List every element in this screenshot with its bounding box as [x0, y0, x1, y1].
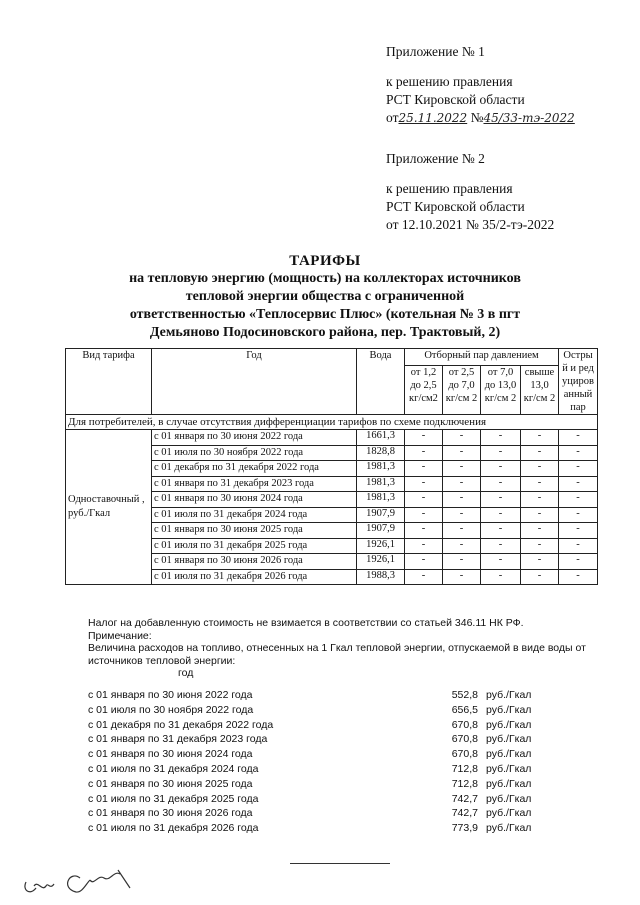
- empty-value-cell: -: [481, 461, 521, 477]
- fuel-list-item: [88, 703, 548, 718]
- fuel-value: 670,8: [451, 718, 478, 731]
- empty-value-cell: -: [443, 430, 481, 446]
- fuel-list-item: [88, 792, 548, 807]
- empty-value-cell: -: [481, 430, 521, 446]
- fuel-list-item: [88, 762, 548, 777]
- header-pressure-4: свыше 13,0 кг/см 2: [521, 366, 559, 415]
- empty-value-cell: -: [443, 569, 481, 585]
- fuel-cost-list: [88, 688, 548, 836]
- fuel-value: 712,8: [451, 762, 478, 775]
- empty-value-cell: -: [559, 476, 598, 492]
- period-cell: с 01 января по 30 июня 2024 года: [152, 492, 357, 508]
- fuel-period: с 01 января по 30 июня 2024 года: [88, 748, 253, 761]
- appendix-2-block: [386, 150, 554, 234]
- empty-value-cell: -: [559, 569, 598, 585]
- empty-value-cell: -: [521, 445, 559, 461]
- empty-value-cell: -: [559, 492, 598, 508]
- fuel-period: с 01 июля по 31 декабря 2026 года: [88, 822, 259, 835]
- empty-value-cell: -: [559, 538, 598, 554]
- empty-value-cell: -: [405, 445, 443, 461]
- empty-value-cell: -: [443, 538, 481, 554]
- fuel-value: 773,9: [451, 822, 478, 835]
- fuel-period: с 01 января по 31 декабря 2023 года: [88, 733, 268, 746]
- title-line2: тепловой энергии общества с ограниченной: [185, 289, 465, 304]
- tariff-category: Одноставочный , руб./Гкал: [66, 430, 152, 585]
- year-label: год: [178, 667, 194, 679]
- water-value-cell: 1988,3: [357, 569, 405, 585]
- fuel-value: 712,8: [451, 777, 478, 790]
- fuel-unit: руб./Гкал: [486, 822, 532, 835]
- fuel-period: с 01 июля по 31 декабря 2024 года: [88, 762, 259, 775]
- period-cell: с 01 июля по 31 декабря 2024 года: [152, 507, 357, 523]
- fuel-value: 552,8: [451, 689, 478, 701]
- fuel-unit: руб./Гкал: [486, 762, 532, 775]
- appendix-2-line1: к решению правления: [386, 181, 513, 196]
- water-value-cell: 1926,1: [357, 538, 405, 554]
- empty-value-cell: -: [443, 523, 481, 539]
- fuel-list-item: [88, 747, 548, 762]
- empty-value-cell: -: [481, 538, 521, 554]
- appendix-1-line2: РСТ Кировской области: [386, 92, 525, 107]
- period-cell: с 01 декабря по 31 декабря 2022 года: [152, 461, 357, 477]
- empty-value-cell: -: [521, 476, 559, 492]
- title-line3: ответственностью «Теплосервис Плюс» (котельная № 3 в пгт: [129, 307, 521, 322]
- fuel-period: с 01 июля по 30 ноября 2022 года: [88, 703, 254, 716]
- fuel-value: 742,7: [451, 807, 478, 820]
- header-pressure-2: от 2,5 до 7,0 кг/см 2: [443, 366, 481, 415]
- note-label: Примечание:: [88, 629, 152, 642]
- empty-value-cell: -: [559, 554, 598, 570]
- fuel-unit: руб./Гкал: [486, 718, 532, 731]
- water-value-cell: 1661,3: [357, 430, 405, 446]
- period-cell: с 01 января по 30 июня 2025 года: [152, 523, 357, 539]
- fuel-period: с 01 января по 30 июня 2026 года: [88, 807, 253, 820]
- fuel-period: с 01 июля по 31 декабря 2025 года: [88, 792, 259, 805]
- fuel-list-item: [88, 821, 548, 836]
- period-cell: с 01 января по 30 июня 2022 года: [152, 430, 357, 446]
- empty-value-cell: -: [481, 523, 521, 539]
- empty-value-cell: -: [521, 538, 559, 554]
- empty-value-cell: -: [405, 492, 443, 508]
- header-tariff-type: Вид тарифа: [66, 349, 152, 415]
- period-cell: с 01 июля по 30 ноября 2022 года: [152, 445, 357, 461]
- handwritten-number: 45/33-тэ-2022: [483, 111, 575, 125]
- header-pressure-3: от 7,0 до 13,0 кг/см 2: [481, 366, 521, 415]
- fuel-value: 656,5: [451, 703, 478, 716]
- fuel-unit: руб./Гкал: [486, 792, 532, 805]
- header-water: Вода: [357, 349, 405, 415]
- handwritten-date: 25.11.2022: [398, 111, 468, 125]
- fuel-list-item: [88, 806, 548, 821]
- empty-value-cell: -: [481, 554, 521, 570]
- fuel-value: 742,7: [451, 792, 478, 805]
- water-value-cell: 1926,1: [357, 554, 405, 570]
- empty-value-cell: -: [443, 507, 481, 523]
- empty-value-cell: -: [405, 538, 443, 554]
- water-value-cell: 1907,9: [357, 507, 405, 523]
- fuel-list-item: [88, 688, 548, 703]
- title-line4: Демьяново Подосиновского района, пер. Трактовый, 2): [149, 325, 501, 340]
- fuel-list-item: [88, 718, 548, 733]
- date-prefix: от: [386, 110, 399, 125]
- fuel-period: с 01 января по 30 июня 2025 года: [88, 777, 253, 790]
- empty-value-cell: -: [521, 569, 559, 585]
- table-header-row-1: [66, 349, 598, 366]
- empty-value-cell: -: [481, 445, 521, 461]
- water-value-cell: 1981,3: [357, 476, 405, 492]
- empty-value-cell: -: [481, 476, 521, 492]
- empty-value-cell: -: [405, 476, 443, 492]
- empty-value-cell: -: [405, 569, 443, 585]
- handwritten-signature: [20, 860, 160, 900]
- empty-value-cell: -: [481, 569, 521, 585]
- empty-value-cell: -: [405, 461, 443, 477]
- period-cell: с 01 июля по 31 декабря 2026 года: [152, 569, 357, 585]
- appendix-1-date-line: [386, 109, 575, 127]
- empty-value-cell: -: [521, 523, 559, 539]
- fuel-list-item: [88, 732, 548, 747]
- fuel-unit: руб./Гкал: [486, 703, 532, 716]
- period-cell: с 01 января по 30 июня 2026 года: [152, 554, 357, 570]
- table-row: [66, 430, 598, 446]
- fuel-unit: руб./Гкал: [486, 748, 532, 761]
- consumer-note: Для потребителей, в случае отсутствия дифференциации тарифов по схеме подключения: [66, 415, 598, 430]
- notes-block: [88, 617, 608, 680]
- empty-value-cell: -: [443, 445, 481, 461]
- water-value-cell: 1828,8: [357, 445, 405, 461]
- header-pressure-1: от 1,2 до 2,5 кг/см2: [405, 366, 443, 415]
- fuel-value: 670,8: [451, 733, 478, 746]
- empty-value-cell: -: [405, 430, 443, 446]
- document-title: [60, 252, 590, 342]
- empty-value-cell: -: [405, 554, 443, 570]
- empty-value-cell: -: [521, 430, 559, 446]
- appendix-1-block: [386, 43, 575, 127]
- water-value-cell: 1907,9: [357, 523, 405, 539]
- period-cell: с 01 января по 31 декабря 2023 года: [152, 476, 357, 492]
- empty-value-cell: -: [559, 445, 598, 461]
- period-cell: с 01 июля по 31 декабря 2025 года: [152, 538, 357, 554]
- empty-value-cell: -: [559, 507, 598, 523]
- fuel-period: с 01 декабря по 31 декабря 2022 года: [88, 718, 274, 731]
- empty-value-cell: -: [559, 430, 598, 446]
- empty-value-cell: -: [405, 507, 443, 523]
- fuel-value: 670,8: [451, 748, 478, 761]
- fuel-unit: руб./Гкал: [486, 807, 532, 820]
- fuel-period: с 01 января по 30 июня 2022 года: [88, 689, 253, 701]
- appendix-1-line1: к решению правления: [386, 74, 513, 89]
- empty-value-cell: -: [521, 507, 559, 523]
- empty-value-cell: -: [559, 461, 598, 477]
- title-main: ТАРИФЫ: [289, 253, 361, 269]
- empty-value-cell: -: [443, 461, 481, 477]
- empty-value-cell: -: [443, 492, 481, 508]
- header-sharp-steam: Острый и редуцированный пар: [559, 349, 598, 415]
- fuel-list-item: [88, 777, 548, 792]
- fuel-unit: руб./Гкал: [486, 733, 532, 746]
- appendix-2-line3: от 12.10.2021 № 35/2-тэ-2022: [386, 217, 555, 232]
- appendix-2-title: Приложение № 2: [386, 151, 485, 166]
- empty-value-cell: -: [405, 523, 443, 539]
- fuel-unit: руб./Гкал: [486, 689, 532, 701]
- header-year: Год: [152, 349, 357, 415]
- consumer-note-row: [66, 415, 598, 430]
- separator-line: [290, 863, 390, 864]
- empty-value-cell: -: [443, 554, 481, 570]
- fuel-note: Величина расходов на топливо, отнесенных на 1 Гкал тепловой энергии, отпускаемой в виде воды от источников тепловой энергии:: [88, 642, 586, 667]
- empty-value-cell: -: [481, 492, 521, 508]
- number-prefix: №: [470, 110, 484, 125]
- empty-value-cell: -: [521, 554, 559, 570]
- water-value-cell: 1981,3: [357, 461, 405, 477]
- empty-value-cell: -: [521, 492, 559, 508]
- tariff-rows: [66, 430, 598, 585]
- empty-value-cell: -: [481, 507, 521, 523]
- empty-value-cell: -: [559, 523, 598, 539]
- appendix-1-title: Приложение № 1: [386, 44, 485, 59]
- title-line1: на тепловую энергию (мощность) на коллекторах источников: [129, 271, 521, 286]
- water-value-cell: 1981,3: [357, 492, 405, 508]
- vat-note: Налог на добавленную стоимость не взимается в соответствии со статьей 346.11 НК РФ.: [88, 617, 524, 629]
- fuel-unit: руб./Гкал: [486, 777, 532, 790]
- empty-value-cell: -: [443, 476, 481, 492]
- empty-value-cell: -: [521, 461, 559, 477]
- appendix-2-line2: РСТ Кировской области: [386, 199, 525, 214]
- tariff-table: [65, 348, 598, 585]
- header-steam: Отборный пар давлением: [405, 349, 559, 366]
